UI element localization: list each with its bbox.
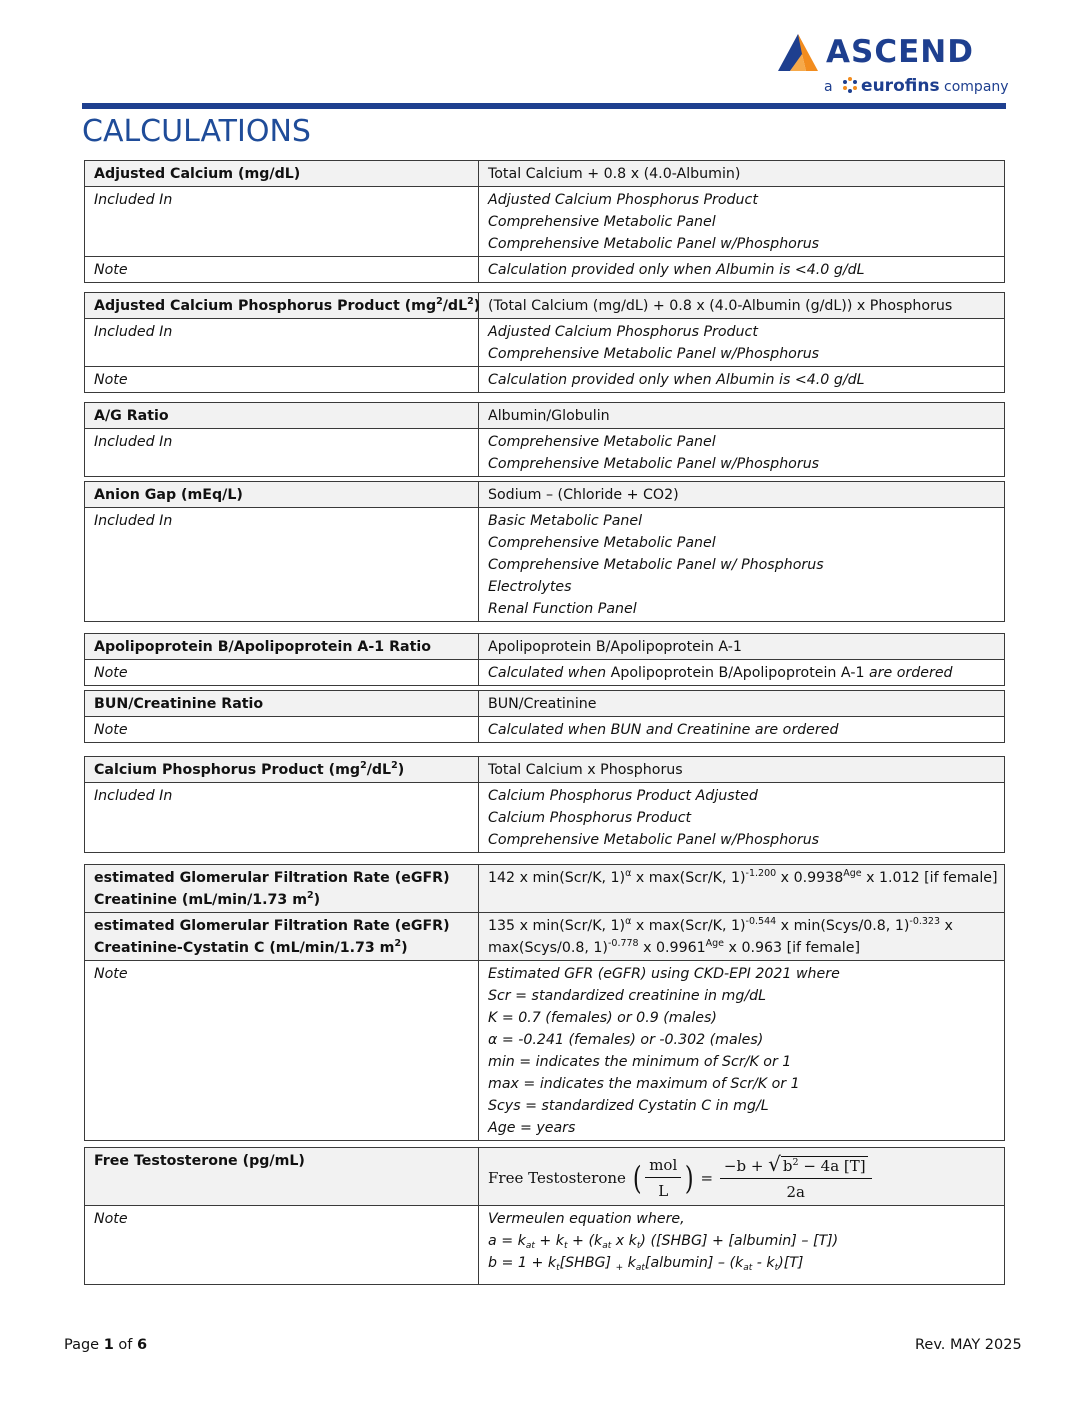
list-item: Comprehensive Metabolic Panel w/Phosphorus — [488, 236, 820, 252]
list-item: Calcium Phosphorus Product Adjusted — [488, 788, 758, 804]
page-title: CALCULATIONS — [82, 114, 311, 149]
list-item: K = 0.7 (females) or 0.9 (males) — [488, 1010, 717, 1026]
list-item: Comprehensive Metabolic Panel w/ Phosphorus — [488, 557, 824, 573]
note-label: Note — [85, 717, 479, 743]
free-testosterone-table — [84, 1147, 1005, 1285]
adjusted-calcium-label: Adjusted Calcium (mg/dL) — [85, 161, 479, 187]
included-in-list — [479, 783, 1005, 853]
logo-tagline: a eurofins company — [824, 76, 1009, 96]
included-in-label: Included In — [85, 187, 479, 257]
list-item: Scr = standardized creatinine in mg/dL — [488, 988, 767, 1004]
list-item: α = -0.241 (females) or -0.302 (males) — [488, 1032, 764, 1048]
apo-ratio-label: Apolipoprotein B/Apolipoprotein A-1 Ratio — [85, 634, 479, 660]
included-in-label: Included In — [85, 319, 479, 367]
list-item: Renal Function Panel — [488, 601, 637, 617]
bun-ratio-table — [84, 690, 1005, 743]
list-item: Basic Metabolic Panel — [488, 513, 643, 529]
bun-ratio-label: BUN/Creatinine Ratio — [85, 691, 479, 717]
adjusted-cpp-table — [84, 292, 1005, 393]
note-label: Note — [85, 961, 479, 1141]
eurofins-dots-icon — [841, 76, 859, 94]
ag-ratio-formula: Albumin/Globulin — [479, 403, 1005, 429]
anion-gap-formula: Sodium – (Chloride + CO2) — [479, 482, 1005, 508]
adjusted-cpp-label: Adjusted Calcium Phosphorus Product $(mg^2/dL^2)$ — [85, 293, 479, 319]
note-text: Calculated when BUN and Creatinine are ordered — [479, 717, 1005, 743]
ag-ratio-table — [84, 402, 1005, 477]
egfr-cystatin-formula: 135 x min(Scr/K, 1)$^\alpha$ x max(Scr/K, 1)$^{-0.544}$ x min(Scys/0.8, 1)$^{-0.323}$ x max(Scys/0.8, 1)$^{-0.778}$ x $0.9961^{Age}$ x 0.963 [if female] — [479, 913, 1005, 961]
included-in-list — [479, 187, 1005, 257]
note-label: Note — [85, 1206, 479, 1285]
adjusted-calcium-formula: Total Calcium + 0.8 x (4.0-Albumin) — [479, 161, 1005, 187]
list-item: Estimated GFR (eGFR) using CKD-EPI 2021 where — [488, 966, 840, 982]
list-item: min = indicates the minimum of Scr/K or 1 — [488, 1054, 792, 1070]
free-testosterone-note: Vermeulen equation where, $a = k_{at} + k_t + (k_{at}$ x $k_t$) ([SHBG] + [albumin] – [T]) $b = 1 + k_t[SHBG]$ $_+$ $k_{at}[albumin] - (k_{at} - k_t)[T]$ — [479, 1206, 1005, 1285]
list-item: Comprehensive Metabolic Panel w/Phosphorus — [488, 832, 820, 848]
egfr-creatinine-formula: 142 x min(Scr/K, 1)$^\alpha$ x max(Scr/K, 1)$^{-1.200}$ x $0.9938^{Age}$ x 1.012 [if female] — [479, 865, 1005, 913]
free-testosterone-formula: Free Testosterone ( $\frac{\text{mol}}{L}$ ) = $\frac{-b + √ b^2 - 4a [T]}{2a}$ — [479, 1148, 1005, 1206]
list-item: Comprehensive Metabolic Panel — [488, 535, 716, 551]
adjusted-calcium-table — [84, 160, 1005, 283]
ag-ratio-label: A/G Ratio — [85, 403, 479, 429]
cpp-formula: Total Calcium x Phosphorus — [479, 757, 1005, 783]
egfr-note-list — [479, 961, 1005, 1141]
note-label: Note — [85, 367, 479, 393]
header-rule — [82, 103, 1006, 109]
list-item: Comprehensive Metabolic Panel w/Phosphorus — [488, 456, 820, 472]
note-label: Note — [85, 257, 479, 283]
anion-gap-table — [84, 481, 1005, 622]
list-item: Comprehensive Metabolic Panel — [488, 434, 716, 450]
included-in-label: Included In — [85, 508, 479, 622]
note-label: Note — [85, 660, 479, 686]
included-in-label: Included In — [85, 783, 479, 853]
list-item: max = indicates the maximum of Scr/K or 1 — [488, 1076, 800, 1092]
adjusted-cpp-formula: (Total Calcium (mg/dL) + 0.8 x (4.0-Albumin (g/dL)) x Phosphorus — [479, 293, 1005, 319]
note-text: Calculation provided only when Albumin is <4.0 g/dL — [479, 367, 1005, 393]
note-text: Calculated when Apolipoprotein B/Apolipoprotein A-1 are ordered — [479, 660, 1005, 686]
list-item: Electrolytes — [488, 579, 572, 595]
cpp-label: Calcium Phosphorus Product $(mg^2/dL^2)$ — [85, 757, 479, 783]
free-testosterone-label: Free Testosterone (pg/mL) — [85, 1148, 479, 1206]
list-item: Comprehensive Metabolic Panel w/Phosphorus — [488, 346, 820, 362]
apo-ratio-formula: Apolipoprotein B/Apolipoprotein A-1 — [479, 634, 1005, 660]
list-item: Comprehensive Metabolic Panel — [488, 214, 716, 230]
bun-ratio-formula: BUN/Creatinine — [479, 691, 1005, 717]
included-in-list — [479, 319, 1005, 367]
apo-ratio-table — [84, 633, 1005, 686]
included-in-list — [479, 508, 1005, 622]
ascend-mountain-icon — [776, 32, 820, 72]
cpp-table — [84, 756, 1005, 853]
note-text: Calculation provided only when Albumin is <4.0 g/dL — [479, 257, 1005, 283]
list-item: Age = years — [488, 1120, 576, 1136]
company-logo — [776, 32, 1010, 96]
included-in-label: Included In — [85, 429, 479, 477]
list-item: Adjusted Calcium Phosphorus Product — [488, 192, 758, 208]
anion-gap-label: Anion Gap (mEq/L) — [85, 482, 479, 508]
egfr-cystatin-label: estimated Glomerular Filtration Rate (eGFR) Creatinine-Cystatin C (mL/min/1.73 $m^2$) — [85, 913, 479, 961]
included-in-list — [479, 429, 1005, 477]
list-item: Scys = standardized Cystatin C in mg/L — [488, 1098, 769, 1114]
revision-date: Rev. MAY 2025 — [915, 1337, 1022, 1353]
egfr-table — [84, 864, 1005, 1141]
list-item: Calcium Phosphorus Product — [488, 810, 692, 826]
egfr-creatinine-label: estimated Glomerular Filtration Rate (eGFR) Creatinine (mL/min/1.73 $m^2$) — [85, 865, 479, 913]
page-number: Page 1 of 6 — [64, 1337, 148, 1353]
list-item: Adjusted Calcium Phosphorus Product — [488, 324, 758, 340]
logo-wordmark: ASCEND — [826, 34, 974, 70]
